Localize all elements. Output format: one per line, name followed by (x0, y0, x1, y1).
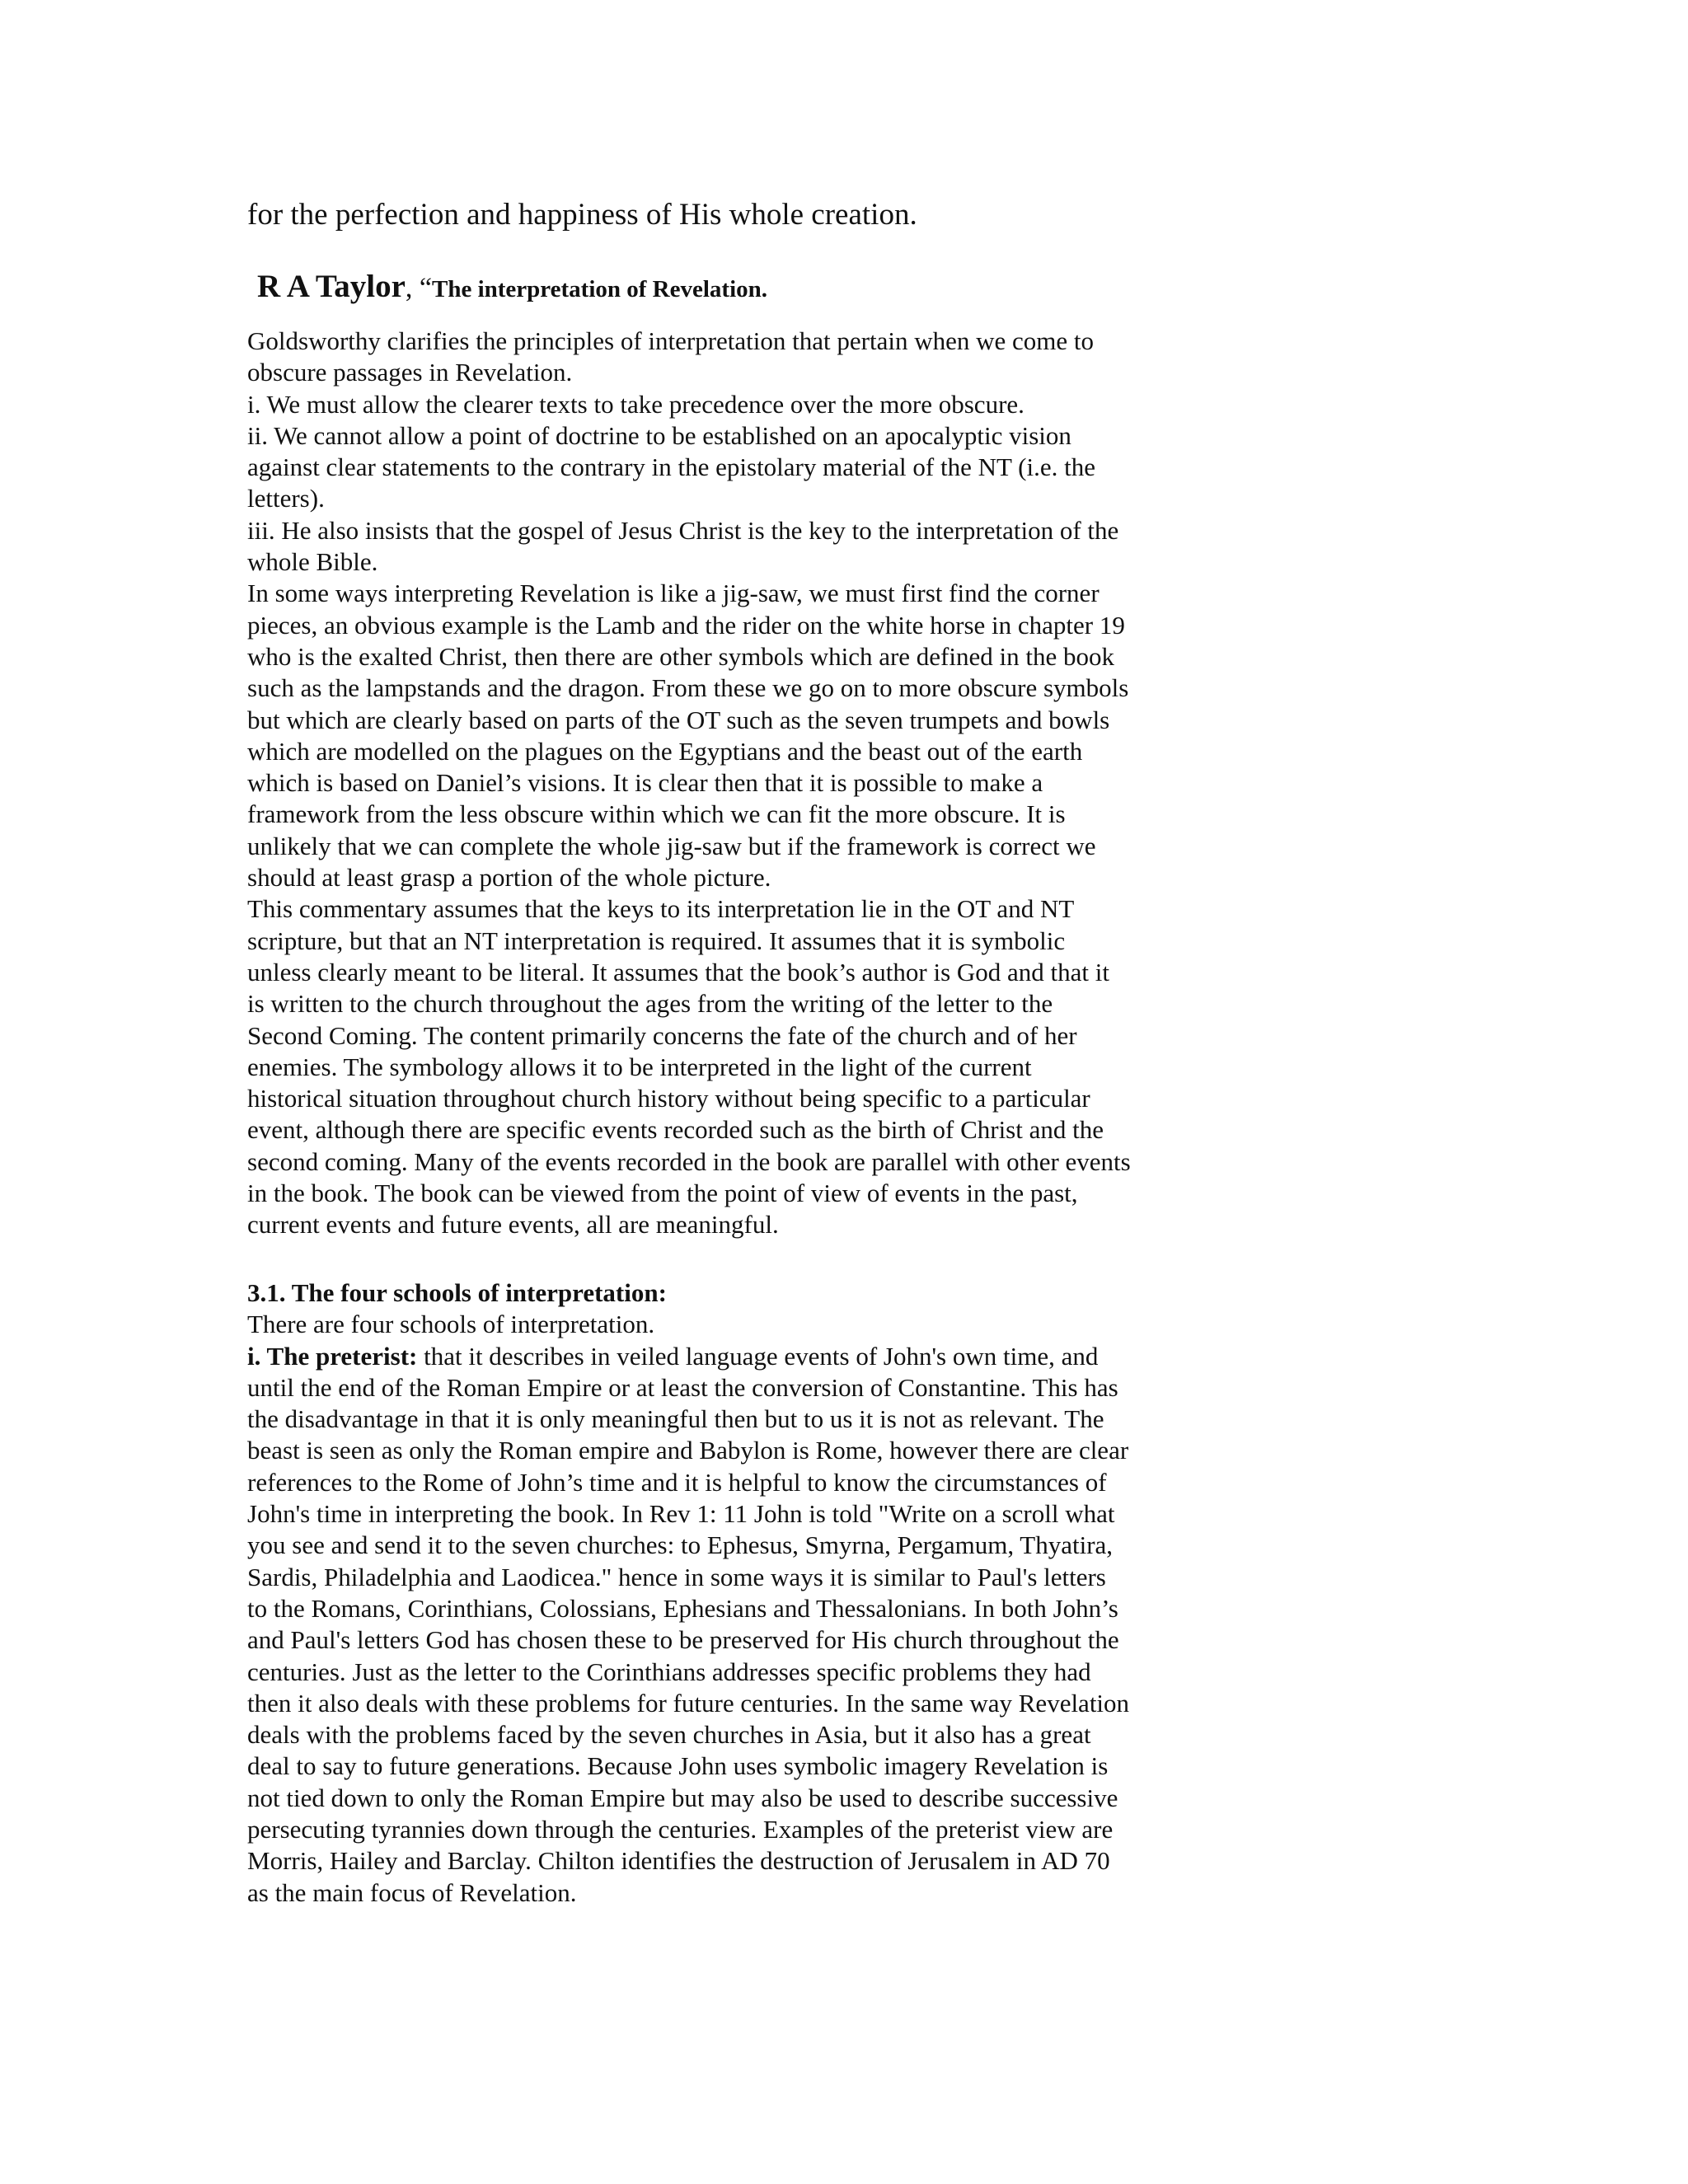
text-line: ii. We cannot allow a point of doctrine to be established on an apocalyptic vision (247, 420, 1071, 450)
preterist-first-line: that it describes in veiled language events of John's own time, and (417, 1341, 1099, 1371)
four-schools-section (247, 1277, 1236, 1909)
text-line: deals with the problems faced by the seven churches in Asia, but it also has a great (247, 1720, 1091, 1750)
text-line: who is the exalted Christ, then there are other symbols which are defined in the book (247, 641, 1114, 671)
text-line: against clear statements to the contrary in the epistolary material of the NT (i.e. the (247, 452, 1095, 482)
text-line: Sardis, Philadelphia and Laodicea." hence in some ways it is similar to Paul's letters (247, 1562, 1106, 1591)
text-line: Goldsworthy clarifies the principles of interpretation that pertain when we come to (247, 326, 1094, 355)
text-line: to the Romans, Corinthians, Colossians, Ephesians and Thessalonians. In both John’s (247, 1593, 1118, 1623)
text-line: and Paul's letters God has chosen these to be preserved for His church throughout the (247, 1625, 1119, 1655)
heading-author: R A Taylor (257, 269, 406, 304)
text-line: beast is seen as only the Roman empire and Babylon is Rome, however there are clear (247, 1436, 1129, 1465)
section-subheading (247, 1277, 1236, 1309)
interpretation-principles-text (247, 326, 1236, 1241)
heading-title: The interpretation of Revelation. (432, 276, 768, 302)
text-line: historical situation throughout church history without being specific to a particular (247, 1084, 1090, 1113)
text-line: This commentary assumes that the keys to its interpretation lie in the OT and NT (247, 894, 1075, 924)
text-line: In some ways interpreting Revelation is like a jig-saw, we must first find the corner (247, 579, 1100, 608)
text-line: in the book. The book can be viewed from the point of view of events in the past, (247, 1179, 1078, 1208)
text-line: deal to say to future generations. Because John uses symbolic imagery Revelation is (247, 1751, 1109, 1781)
text-line: which is based on Daniel’s visions. It is clear then that it is possible to make a (247, 768, 1043, 798)
text-line: should at least grasp a portion of the whole picture. (247, 863, 771, 893)
text-line: second coming. Many of the events recorded in the book are parallel with other events (247, 1146, 1131, 1176)
text-line: unless clearly meant to be literal. It assumes that the book’s author is God and that it (247, 957, 1110, 987)
text-line: pieces, an obvious example is the Lamb and the rider on the white horse in chapter 19 (247, 610, 1125, 640)
text-line: persecuting tyrannies down through the centuries. Examples of the preterist view are (247, 1815, 1114, 1844)
text-line: is written to the church throughout the ages from the writing of the letter to the (247, 989, 1053, 1019)
text-line: until the end of the Roman Empire or at least the conversion of Constantine. This has (247, 1372, 1118, 1402)
text-line: event, although there are specific events recorded such as the birth of Christ and the (247, 1115, 1104, 1145)
text-line: iii. He also insists that the gospel of Jesus Christ is the key to the interpretation of the (247, 515, 1119, 545)
text-line: whole Bible. (247, 547, 378, 577)
text-line: such as the lampstands and the dragon. From these we go on to more obscure symbols (247, 673, 1129, 703)
text-line: which are modelled on the plagues on the Egyptians and the beast out of the earth (247, 736, 1083, 766)
section-heading (257, 268, 767, 312)
text-line: not tied down to only the Roman Empire but may also be used to describe successive (247, 1783, 1118, 1812)
text-line: Morris, Hailey and Barclay. Chilton identifies the destruction of Jerusalem in AD 70 (247, 1846, 1110, 1876)
text-line: scripture, but that an NT interpretation is required. It assumes that it is symbolic (247, 926, 1066, 955)
text-line: unlikely that we can complete the whole jig-saw but if the framework is correct we (247, 831, 1096, 860)
text-line: current events and future events, all are meaningful. (247, 1210, 779, 1240)
preterist-label: i. The preterist: (247, 1341, 418, 1371)
text-line: Second Coming. The content primarily concerns the fate of the church and of her (247, 1020, 1077, 1050)
text-line: obscure passages in Revelation. (247, 358, 573, 387)
text-line: framework from the less obscure within which we can fit the more obscure. It is (247, 799, 1066, 829)
text-line: John's time in interpreting the book. In Rev 1: 11 John is told "Write on a scroll what (247, 1499, 1115, 1529)
text-line: as the main focus of Revelation. (247, 1877, 577, 1907)
text-line: you see and send it to the seven churches: to Ephesus, Smyrna, Pergamum, Thyatira, (247, 1530, 1114, 1560)
text-line: letters). (247, 484, 325, 513)
text-line: i. We must allow the clearer texts to take precedence over the more obscure. (247, 389, 1025, 419)
text-line: enemies. The symbology allows it to be interpreted in the light of the current (247, 1052, 1032, 1081)
text-line (247, 1341, 1236, 1372)
text-line: the disadvantage in that it is only meaningful then but to us it is not as relevant. The (247, 1404, 1104, 1434)
text-line: centuries. Just as the letter to the Corinthians addresses specific problems they had (247, 1657, 1091, 1686)
heading-separator: , “ (405, 273, 432, 303)
section-subheading-text: 3.1. The four schools of interpretation: (247, 1278, 667, 1307)
opening-line: for the perfection and happiness of His whole creation. (247, 198, 917, 232)
text-line: references to the Rome of John’s time and it is helpful to know the circumstances of (247, 1467, 1107, 1497)
text-line: There are four schools of interpretation. (247, 1310, 655, 1339)
text-line: but which are clearly based on parts of the OT such as the seven trumpets and bowls (247, 705, 1110, 734)
text-line: then it also deals with these problems for future centuries. In the same way Revelation (247, 1688, 1130, 1718)
